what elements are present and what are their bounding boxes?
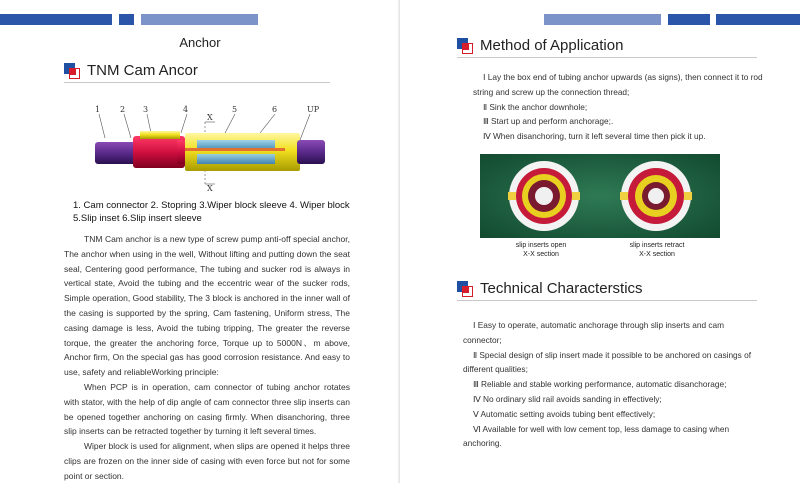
diagram-label-2: 2 bbox=[120, 105, 126, 114]
diagram-label-5: 5 bbox=[232, 105, 238, 114]
tech-list bbox=[463, 318, 765, 451]
header-bar bbox=[668, 14, 710, 25]
diagram-label-6: 6 bbox=[272, 105, 278, 114]
method-item: Ⅱ Sink the anchor downhole; bbox=[483, 101, 588, 112]
method-item: Ⅲ Start up and perform anchorage;. bbox=[483, 116, 614, 127]
anchor-description bbox=[64, 232, 350, 484]
caption-line: slip inserts open bbox=[515, 242, 567, 249]
cross-section-photo bbox=[480, 154, 720, 238]
header-bar bbox=[544, 14, 661, 25]
tech-item: Ⅵ Available for well with low cement top, less damage to casing when anchoring. bbox=[463, 423, 730, 449]
caption-line: X-X section bbox=[639, 251, 675, 258]
tech-item: Ⅱ Special design of slip insert made it possible to be anchored on casings of different qualities; bbox=[463, 349, 752, 375]
tech-item: Ⅰ Easy to operate, automatic anchorage through slip inserts and cam connector; bbox=[463, 320, 725, 345]
caption-line: X-X section bbox=[523, 251, 559, 258]
paragraph: When PCP is in operation, cam connector of tubing anchor rotates with stator, with the help of dip angle of cam connector three slip inserts can be opened together anchoring on casing firmly. When disanchoring, three slip inserts can be retracted together by turning it left several times. bbox=[64, 381, 350, 437]
diagram-label-1: 1 bbox=[95, 105, 101, 114]
method-list bbox=[473, 70, 765, 144]
paragraph: TNM Cam anchor is a new type of screw pump anti-off special anchor, The anchor when using in the well, Without lifting and putting down the seat seal, Centering good performance, The tubing and sucker rod is always in vertical state, Avoid the tubing and the eccentric wear of the sucker rods, Simple operation, Good stability, The 3 block is anchored in the inner wall of the casing is supported by the spring, Cam fastening, Uniform stress, The casing damage is less, Avoid the tubing tripping, The greater the reverse torque, the greater the anchoring force, Torque up to 5000N、m above, Anchor firm, On the special gas has good corrosion resistance. And easy to use, safety and reliableWorking principle: bbox=[64, 234, 350, 378]
header-bar bbox=[119, 14, 134, 25]
tech-item: Ⅴ Automatic setting avoids tubing bent effectively; bbox=[473, 408, 656, 419]
header-bar bbox=[0, 14, 112, 25]
heading-rule bbox=[457, 300, 757, 301]
heading-text: TNM Cam Ancor bbox=[87, 62, 198, 79]
diagram-label-4: 4 bbox=[183, 105, 189, 114]
diagram-caption bbox=[73, 199, 373, 225]
heading-bullet-icon bbox=[64, 63, 80, 79]
left-page bbox=[0, 0, 400, 483]
caption-line: 1. Cam connector 2. Stopring 3.Wiper block sleeve 4. Wiper block bbox=[73, 200, 350, 211]
heading-text: Technical Characterstics bbox=[480, 280, 643, 297]
tech-item: Ⅲ Reliable and stable working performance, automatic disanchorage; bbox=[473, 379, 727, 390]
header-bar bbox=[141, 14, 258, 25]
section-mark-top: X bbox=[207, 113, 213, 122]
heading-bullet-icon bbox=[457, 38, 473, 54]
photo-caption-open bbox=[496, 241, 586, 259]
tech-heading bbox=[457, 280, 643, 297]
caption-line: slip inserts retract bbox=[629, 242, 685, 249]
tech-item: Ⅳ No ordinary slid rail avoids sanding in effectively; bbox=[473, 393, 662, 404]
header-bar bbox=[716, 14, 800, 25]
cam-anchor-heading bbox=[64, 62, 198, 79]
right-page bbox=[400, 0, 800, 483]
method-heading bbox=[457, 37, 623, 54]
heading-rule bbox=[64, 82, 330, 83]
heading-text: Method of Application bbox=[480, 37, 624, 54]
section-title: Anchor bbox=[179, 35, 221, 50]
section-mark-bottom: X bbox=[207, 184, 213, 192]
anchor-diagram bbox=[85, 100, 340, 192]
photo-caption-retract bbox=[612, 241, 702, 259]
method-item: Ⅳ When disanchoring, turn it left several time then pick it up. bbox=[483, 131, 706, 142]
heading-bullet-icon bbox=[457, 281, 473, 297]
diagram-label-up: UP bbox=[307, 105, 320, 114]
caption-line: 5.Slip inset 6.Slip insert sleeve bbox=[73, 213, 202, 224]
heading-rule bbox=[457, 57, 757, 58]
diagram-label-3: 3 bbox=[143, 105, 149, 114]
paragraph: Wiper block is used for alignment, when slips are opened it helps three clips are frozen on the inner side of casing with even force but not for some point or section. bbox=[64, 441, 351, 481]
method-item: Ⅰ Lay the box end of tubing anchor upwards (as signs), then connect it to rod string and screw up the connection thread; bbox=[473, 72, 763, 97]
